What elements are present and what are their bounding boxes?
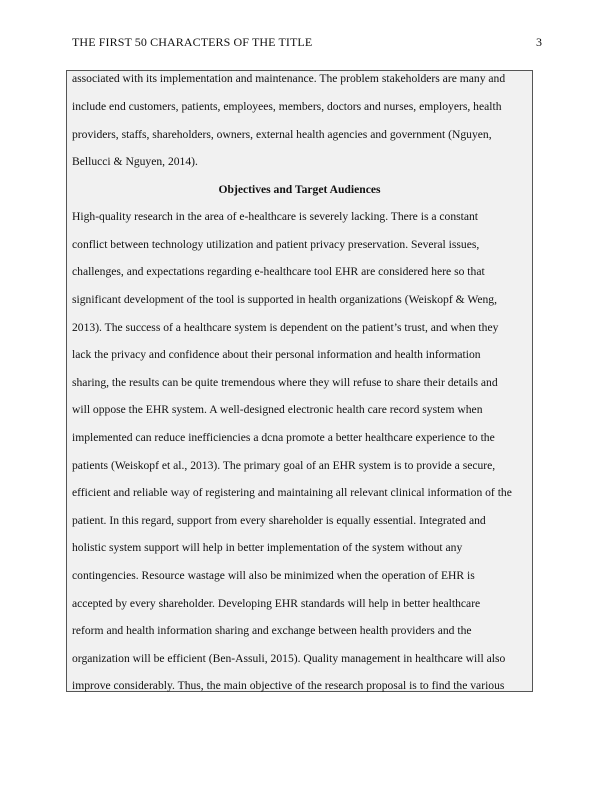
text-line: accepted by every shareholder. Developing EHR standards will help in better healthcare [72, 597, 481, 610]
text-line: providers, staffs, shareholders, owners, external health agencies and government (Nguyen, [72, 128, 492, 141]
text-line: associated with its implementation and maintenance. The problem stakeholders are many and [72, 72, 506, 85]
text-line: patient. In this regard, support from every shareholder is equally essential. Integrated and [72, 514, 486, 527]
text-line: lack the privacy and confidence about their personal information and health information [72, 348, 481, 361]
text-line: significant development of the tool is supported in health organizations (Weiskopf & Weng, [72, 293, 497, 306]
text-line: contingencies. Resource wastage will also be minimized when the operation of EHR is [72, 569, 475, 582]
text-line: High-quality research in the area of e-healthcare is severely lacking. There is a constant [72, 210, 479, 223]
text-line: organization will be efficient (Ben-Assuli, 2015). Quality management in healthcare will also [72, 652, 506, 665]
page-number: 3 [536, 35, 542, 49]
text-line: improve considerably. Thus, the main objective of the research proposal is to find the various [72, 679, 505, 692]
text-line: Bellucci & Nguyen, 2014). [72, 155, 198, 168]
text-line: implemented can reduce inefficiencies a dcna promote a better healthcare experience to the [72, 431, 495, 444]
text-line: challenges, and expectations regarding e-healthcare tool EHR are considered here so that [72, 265, 485, 278]
section-heading: Objectives and Target Audiences [218, 183, 381, 196]
text-line: include end customers, patients, employees, members, doctors and nurses, employers, health [72, 100, 502, 113]
text-line: holistic system support will help in better implementation of the system without any [72, 541, 463, 554]
running-head: THE FIRST 50 CHARACTERS OF THE TITLE [72, 35, 313, 49]
text-line: reform and health information sharing and exchange between health providers and the [72, 624, 472, 637]
text-line: conflict between technology utilization and patient privacy preservation. Several issues, [72, 238, 480, 251]
text-line: efficient and reliable way of registering and maintaining all relevant clinical information of the [72, 486, 512, 499]
text-line: sharing, the results can be quite tremendous where they will refuse to share their details and [72, 376, 498, 389]
text-line: 2013). The success of a healthcare system is dependent on the patient’s trust, and when they [72, 321, 499, 334]
text-line: patients (Weiskopf et al., 2013). The primary goal of an EHR system is to provide a secure, [72, 459, 496, 472]
text-line: will oppose the EHR system. A well-designed electronic health care record system when [72, 403, 483, 416]
